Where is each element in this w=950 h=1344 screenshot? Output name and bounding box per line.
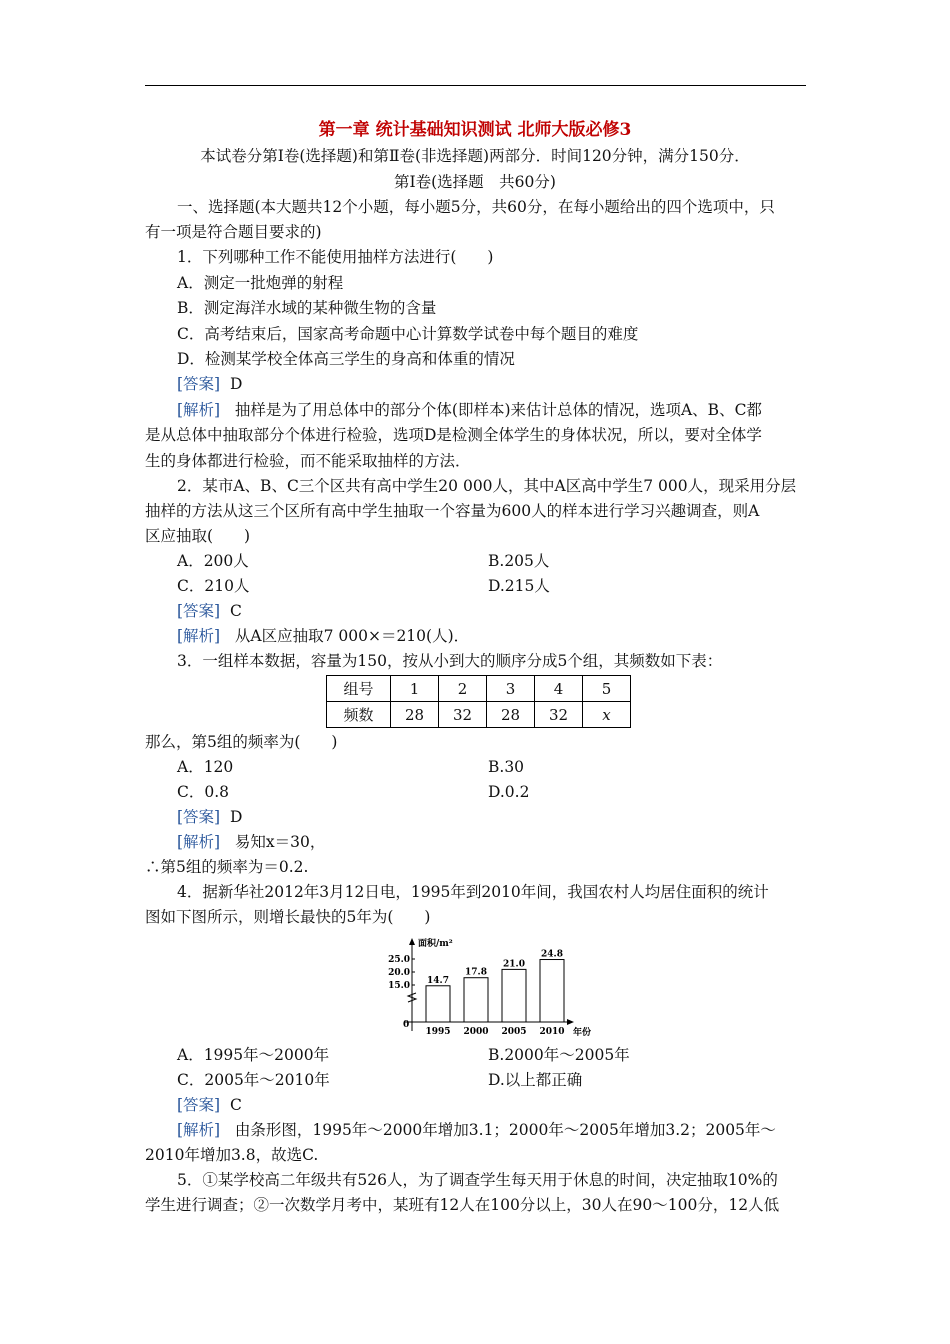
q4-option-b: B.2000年～2005年 (488, 1046, 630, 1064)
bar-value-label: 14.7 (427, 975, 449, 986)
table-row (327, 676, 631, 702)
table-cell: 32 (439, 702, 487, 728)
q4-stem-line1: 4．据新华社2012年3月12日电，1995年到2010年间，我国农村人均居住面积的统计 (177, 883, 769, 901)
q4-answer (177, 1095, 842, 1115)
q3-stem: 3．一组样本数据，容量为150，按从小到大的顺序分成5个组，其频数如下表： (177, 652, 723, 670)
q2-option-b: B.205人 (488, 552, 550, 570)
table-cell: 32 (535, 702, 583, 728)
table-row (327, 702, 631, 728)
q1-analysis-line1 (177, 400, 842, 420)
x-tick-label: 2010 (539, 1027, 565, 1036)
q4-option-a: A．1995年～2000年 (177, 1046, 330, 1064)
q1-option-c: C．高考结束后，国家高考命题中心计算数学试卷中每个题目的难度 (177, 325, 639, 343)
q3-analysis-line2: ∴第5组的频率为＝0.2. (145, 858, 309, 876)
q2-option-c: C．210人 (177, 577, 250, 595)
table-cell: 28 (487, 702, 535, 728)
answer-tag: [答案] (177, 808, 221, 826)
x-tick-label: 1995 (425, 1027, 451, 1036)
y-axis-arrow (409, 938, 415, 945)
q3-analysis-text: 易知x＝30， (234, 833, 326, 851)
bar-2005 (502, 969, 526, 1022)
q1-analysis-text: 抽样是为了用总体中的部分个体(即样本)来估计总体的情况，选项A、B、C都 (234, 401, 762, 419)
x-tick-label: 2005 (501, 1027, 527, 1036)
bar-chart (384, 936, 614, 1036)
q5-stem-line2: 学生进行调查；②一次数学月考中，某班有12人在100分以上，30人在90～100分，12人低 (145, 1196, 780, 1214)
x-axis-label: 年份 (573, 1028, 592, 1036)
q4-analysis-line1 (177, 1120, 842, 1140)
x-axis-arrow (567, 1019, 574, 1025)
q4-stem-line2: 图如下图所示，则增长最快的5年为( ) (145, 908, 431, 926)
table-cell: 28 (391, 702, 439, 728)
q1-option-b: B．测定海洋水域的某种微生物的含量 (177, 299, 437, 317)
q2-option-d: D.215人 (488, 577, 550, 595)
q3-answer (177, 807, 842, 827)
section-heading: 第Ⅰ卷(选择题 共60分) (394, 173, 556, 191)
q1-answer (177, 374, 842, 394)
analysis-tag: [解析] (177, 401, 221, 419)
instructions-line2: 有一项是符合题目要求的) (145, 223, 322, 241)
table-cell: 1 (391, 676, 439, 702)
q3-after-table: 那么，第5组的频率为( ) (145, 733, 338, 751)
answer-tag: [答案] (177, 375, 221, 393)
y-tick-label: 25.0 (388, 955, 410, 965)
header-rule (145, 85, 806, 86)
frequency-table (326, 675, 631, 728)
q3-option-b: B.30 (488, 758, 525, 776)
q3-analysis-line1 (177, 832, 842, 852)
q5-stem-line1: 5．①某学校高二年级共有526人，为了调查学生每天用于休息的时间，决定抽取10%的 (177, 1171, 778, 1189)
answer-tag: [答案] (177, 602, 221, 620)
table-cell: 3 (487, 676, 535, 702)
table-cell: 频数 (327, 702, 391, 728)
q2-option-a: A．200人 (177, 552, 249, 570)
q2-analysis (177, 626, 842, 646)
bar-1995 (426, 986, 450, 1022)
bar-value-label: 24.8 (541, 949, 563, 960)
q4-analysis-text: 由条形图，1995年～2000年增加3.1；2000年～2005年增加3.2；2005年～ (234, 1121, 776, 1139)
q4-option-d: D.以上都正确 (488, 1071, 583, 1089)
q1-option-a: A．测定一批炮弹的射程 (177, 274, 344, 292)
q1-analysis-line3: 生的身体都进行检验，而不能采取抽样的方法． (145, 452, 471, 470)
q4-option-c: C．2005年～2010年 (177, 1071, 330, 1089)
y-tick-label: 15.0 (388, 981, 410, 991)
bar-value-label: 21.0 (503, 959, 525, 970)
q1-answer-value: D (229, 375, 243, 393)
analysis-tag: [解析] (177, 627, 221, 645)
q1-analysis-line2: 是从总体中抽取部分个体进行检验，选项D是检测全体学生的身体状况，所以，要对全体学 (145, 426, 762, 444)
intro-text: 本试卷分第Ⅰ卷(选择题)和第Ⅱ卷(非选择题)两部分．时间120分钟，满分150分． (200, 147, 750, 165)
page-title: 第一章 统计基础知识测试 北师大版必修3 (318, 120, 632, 140)
answer-tag: [答案] (177, 1096, 221, 1114)
table-cell: 4 (535, 676, 583, 702)
table-cell: 组号 (327, 676, 391, 702)
q2-answer (177, 601, 842, 621)
q4-analysis-line2: 2010年增加3.8，故选C. (145, 1146, 319, 1164)
y-tick-label: 20.0 (388, 968, 410, 978)
x-tick-label: 2000 (463, 1027, 489, 1036)
q3-option-a: A．120 (177, 758, 234, 776)
q4-answer-value: C (229, 1096, 242, 1114)
origin-label: 0 (403, 1020, 410, 1030)
q2-stem-line1: 2．某市A、B、C三个区共有高中学生20 000人，其中A区高中学生7 000人，现采用分层 (177, 477, 797, 495)
table-cell: 5 (583, 676, 631, 702)
q2-analysis-text: 从A区应抽取7 000×＝210(人)． (234, 627, 470, 645)
y-axis-label: 面积/m² (418, 939, 453, 949)
q3-option-c: C．0.8 (177, 783, 230, 801)
analysis-tag: [解析] (177, 833, 221, 851)
table-cell: x (583, 702, 631, 728)
q1-option-d: D．检测某学校全体高三学生的身高和体重的情况 (177, 350, 515, 368)
q2-answer-value: C (229, 602, 242, 620)
q2-stem-line2: 抽样的方法从这三个区所有高中学生抽取一个容量为600人的样本进行学习兴趣调查，则A (145, 502, 760, 520)
instructions-line1: 一、选择题(本大题共12个小题，每小题5分，共60分，在每小题给出的四个选项中，只 (177, 198, 775, 216)
table-cell: 2 (439, 676, 487, 702)
bar-2000 (464, 978, 488, 1022)
q3-answer-value: D (229, 808, 243, 826)
q3-option-d: D.0.2 (488, 783, 530, 801)
bar-2010 (540, 960, 564, 1022)
q2-stem-line3: 区应抽取( ) (145, 527, 251, 545)
q1-stem: 1．下列哪种工作不能使用抽样方法进行( ) (177, 248, 494, 266)
analysis-tag: [解析] (177, 1121, 221, 1139)
axis-break-mark (408, 993, 416, 1002)
bar-value-label: 17.8 (465, 967, 487, 978)
